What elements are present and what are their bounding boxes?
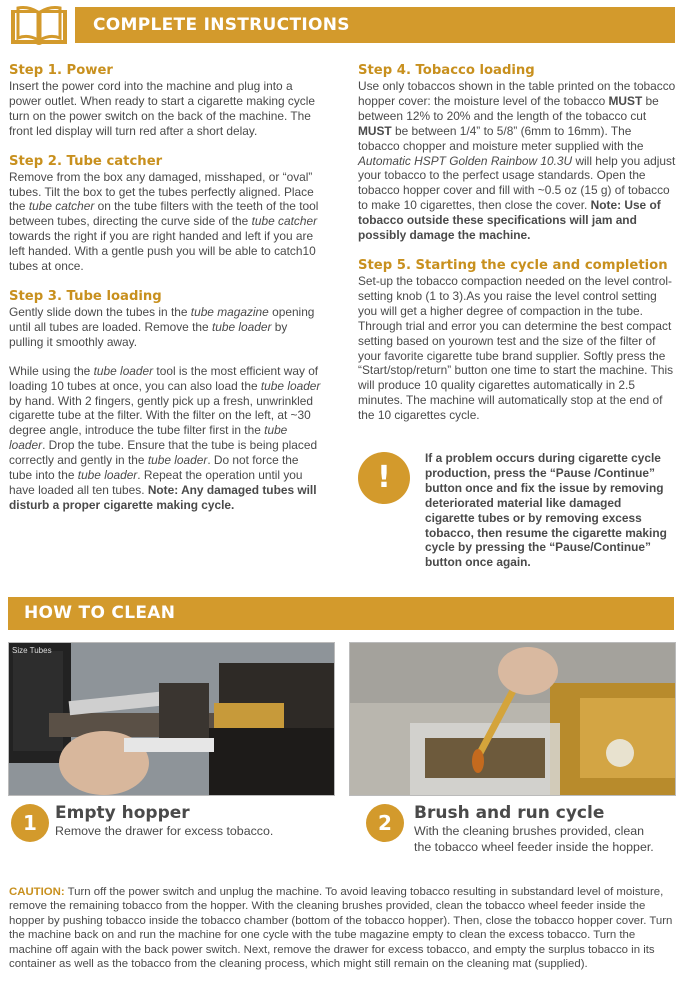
step1-text: Insert the power cord into the machine and plug into a power outlet. When ready to start a cigarette making cycle turn on the power switch on the back of the machine. The front led display will turn red after a short delay. bbox=[9, 79, 315, 138]
left-column bbox=[9, 62, 322, 513]
step3-text: Gently slide down the tubes in the tube magazine opening until all tubes are loaded. Remove the tube loader by pulling it smoothly away. bbox=[9, 304, 315, 349]
step5-title: Step 5. Starting the cycle and completion bbox=[358, 257, 668, 273]
step-number-2: 2 bbox=[366, 804, 404, 842]
empty-hopper-illustration bbox=[9, 643, 334, 795]
empty-hopper-desc: Remove the drawer for excess tobacco. bbox=[55, 824, 274, 838]
empty-hopper-photo bbox=[8, 642, 335, 796]
step2-title: Step 2. Tube catcher bbox=[9, 153, 163, 169]
step3-title: Step 3. Tube loading bbox=[9, 288, 162, 304]
step-number-1: 1 bbox=[11, 804, 49, 842]
step1-title: Step 1. Power bbox=[9, 63, 113, 78]
step4-title: Step 4. Tobacco loading bbox=[358, 63, 535, 78]
step3-text-2: While using the tube loader tool is the most efficient way of loading 10 tubes at once, you can also load the tube loader by hand. With 2 fingers, gently pick up a fresh, unwrinkled cigarette tube at the filter. With the filter on the left, at ~30 degree angle, introduce the tube filter first in the tube loader. Drop the tube. Ensure that the tube is being placed correctly and gently in the tube loader. Do not force the tube into the tube loader. Repeat the operation until you have loaded all ten tubes. Note: Any damaged tubes will disturb a proper cigarette making cycle. bbox=[9, 363, 321, 512]
caution-text: Turn off the power switch and unplug the machine. To avoid leaving tobacco resulting in substandard level of moisture, remove the remaining tobacco from the hopper. With the cleaning brushes provided, clean the tobacco wheel feeder inside the hopper by pushing tobacco inside the tobacco chamber (bottom of the tobacco hopper). Then, close the tobacco hopper cover. Turn the machine back on and run the machine for one cycle with the tube magazine empty to clean the excess tobacco. Turn the machine off again with the back power switch. Next, remove the drawer for excess tobacco, and empty the surplus tobacco in its container as well as the tobacco from the cleaning process, which might still remain on the cleaning mat (supplied). bbox=[9, 886, 673, 971]
step4-text: Use only tobaccos shown in the table printed on the tobacco hopper cover: the moisture level of the tobacco MUST be between 12% to 20% and the length of the tobacco cut MUST be between 1/4” to 5/8” (6mm to 16mm). The tobacco chopper and moisture meter supplied with the Automatic HSPT Golden Rainbow 10.3U will help you adjust your tobacco to the perfect usage standards. Open the tobacco hopper cover and fill with ~0.5 oz (15 g) of tobacco to make 10 cigarettes, then close the cover. Note: Use of tobacco outside these specifications will jam and possibly damage the machine. bbox=[358, 79, 676, 243]
alert-text: If a problem occurs during cigarette cycle production, press the “Pause /Continue” button once and fix the issue by removing deteriorated material like damaged cigarette tubes or by removing excess tobacco, then resume the cigarette making cycle by pressing the “Pause/Continue” button once again. bbox=[425, 451, 667, 570]
step2-text: Remove from the box any damaged, misshaped, or “oval” tubes. Tilt the box to get the tubes perfectly aligned. Place the tube catcher on the tube filters with the teeth of the tool between tubes, directing the curve side of the tube catcher towards the right if you are right handed and left if you are left handed. With a gentle push you will be able to catch10 tubes at once. bbox=[9, 169, 319, 274]
brush-run-title: Brush and run cycle bbox=[414, 803, 605, 823]
caution-label: CAUTION: bbox=[9, 886, 65, 898]
brush-photo bbox=[349, 642, 676, 796]
instructions-banner: COMPLETE INSTRUCTIONS bbox=[75, 7, 675, 43]
exclamation-icon: ! bbox=[358, 452, 410, 504]
how-to-clean-banner: HOW TO CLEAN bbox=[8, 597, 674, 630]
brush-run-desc: With the cleaning brushes provided, clean the tobacco wheel feeder inside the hopper. bbox=[414, 824, 654, 854]
book-icon bbox=[8, 4, 70, 48]
step5-text: Set-up the tobacco compaction needed on the level control-setting knob (1 to 3).As you raise the level control setting you will get a higher degree of compaction in the tube. Through trial and error you can determine the best compact setting based on yourown test and the size of the filter of your favorite cigarette tube brand supplier. Softly press the “Start/stop/return” button one time to start the machine. This will produce 10 quality cigarettes automatically in 2.5 minutes. The machine will automatically stop at the end of the 10 cigarettes cycle. bbox=[358, 273, 674, 423]
caution-paragraph bbox=[9, 885, 675, 971]
empty-hopper-title: Empty hopper bbox=[55, 803, 190, 823]
photo-label: Size Tubes bbox=[12, 646, 52, 655]
brush-illustration bbox=[350, 643, 675, 795]
right-column bbox=[358, 62, 676, 423]
